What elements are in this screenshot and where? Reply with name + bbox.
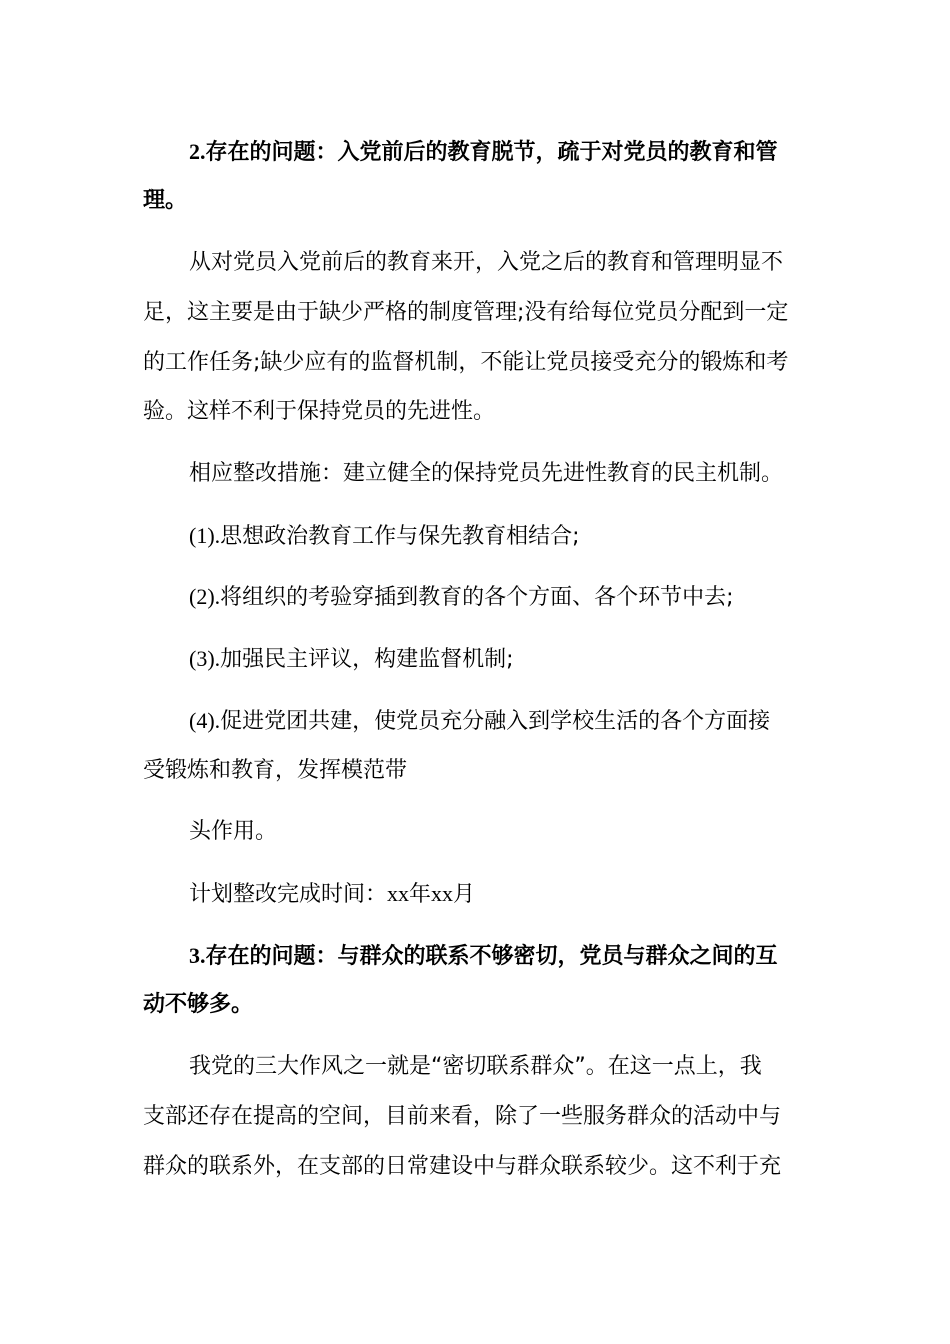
plan-completion-time — [189, 879, 475, 909]
measure-item-text: 加强民主评议，构建监督机制; — [220, 647, 514, 672]
section-3-heading-text: 存在的问题：与群众的联系不够密切，党员与群众之间的互 — [205, 944, 778, 969]
measure-item-number: (1). — [189, 523, 221, 548]
section-2-measures: 相应整改措施：建立健全的保持党员先进性教育的民主机制。 — [189, 461, 784, 486]
measure-item-1 — [189, 521, 580, 551]
plan-month-value: xx — [431, 881, 454, 906]
section-3-heading-line-1 — [189, 941, 778, 971]
measure-item-number: (3). — [189, 646, 221, 671]
measure-item-number: (2). — [189, 584, 221, 609]
measure-item-4-tail: 头作用。 — [189, 819, 278, 844]
section-3-number: 3. — [189, 943, 206, 968]
measure-item-number: (4). — [189, 708, 221, 733]
section-2-heading-line-1 — [189, 137, 778, 167]
measure-item-2 — [189, 582, 734, 612]
section-2-paragraph-line-2: 足，这主要是由于缺少严格的制度管理;没有给每位党员分配到一定 — [143, 300, 789, 325]
plan-label: 计划整改完成时间： — [189, 882, 388, 907]
measure-item-4 — [189, 706, 770, 736]
measure-item-text: 思想政治教育工作与保先教育相结合; — [220, 524, 580, 549]
section-2-number: 2. — [189, 139, 206, 164]
section-2-paragraph-line-3: 的工作任务;缺少应有的监督机制，不能让党员接受充分的锻炼和考 — [143, 350, 789, 375]
measure-item-text: 促进党团共建，使党员充分融入到学校生活的各个方面接 — [220, 709, 771, 734]
section-3-paragraph-line-1: 我党的三大作风之一就是“密切联系群众”。在这一点上，我 — [189, 1054, 762, 1079]
section-3-paragraph-line-3: 群众的联系外，在支部的日常建设中与群众联系较少。这不利于充 — [143, 1154, 782, 1179]
measure-item-3 — [189, 644, 514, 674]
plan-year-unit: 年 — [409, 882, 432, 907]
section-3-heading-line-2: 动不够多。 — [143, 992, 254, 1017]
section-2-paragraph-line-1: 从对党员入党前后的教育来开，入党之后的教育和管理明显不 — [189, 250, 784, 275]
section-2-heading-line-2: 理。 — [143, 188, 188, 213]
plan-month-unit: 月 — [453, 882, 476, 907]
measure-item-4-continuation: 受锻炼和教育，发挥模范带 — [143, 758, 408, 783]
section-3-paragraph-line-2: 支部还存在提高的空间，目前来看，除了一些服务群众的活动中与 — [143, 1104, 782, 1129]
plan-year-value: xx — [387, 881, 410, 906]
measure-item-text: 将组织的考验穿插到教育的各个方面、各个环节中去; — [220, 585, 734, 610]
section-2-heading-text: 存在的问题：入党前后的教育脱节，疏于对党员的教育和管 — [205, 140, 778, 165]
section-2-paragraph-line-4: 验。这样不利于保持党员的先进性。 — [143, 399, 496, 424]
